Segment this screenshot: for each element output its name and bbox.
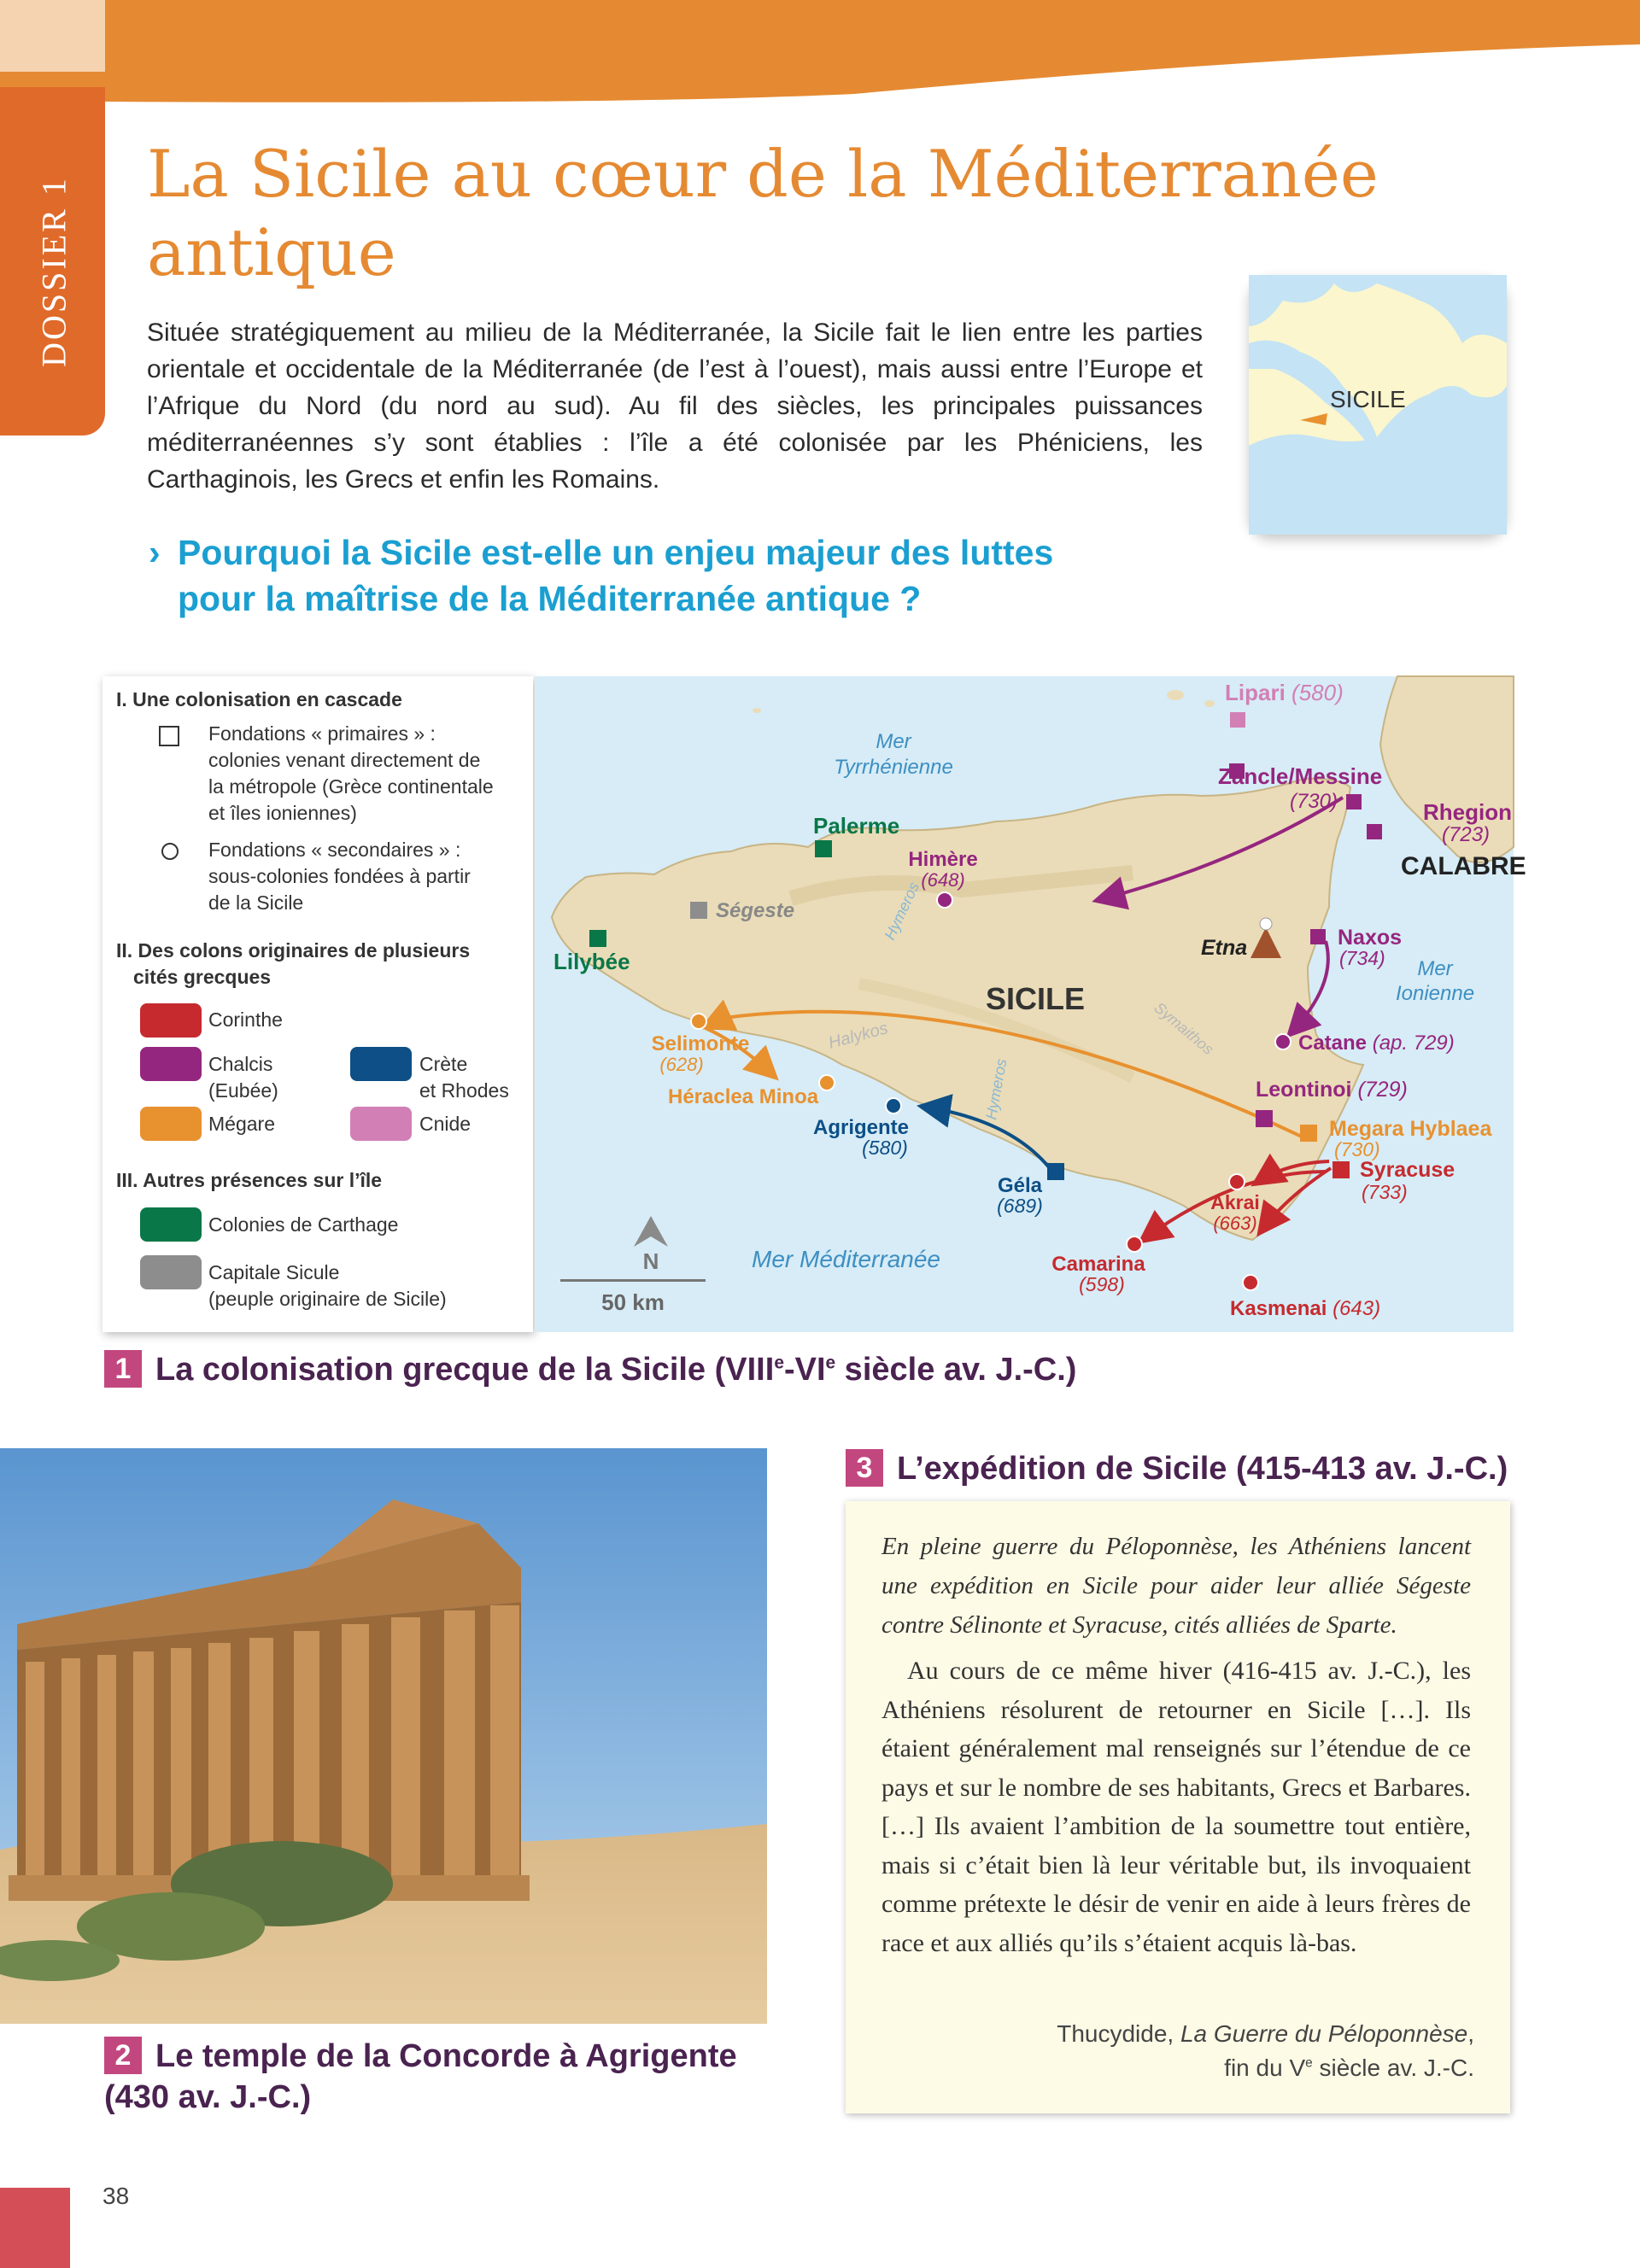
- temple-photo: [0, 1448, 767, 2024]
- label-sea-ionian-2: Ionienne: [1395, 982, 1475, 1005]
- label-lilybee: Lilybée: [554, 949, 630, 974]
- doc-number-badge: 3: [846, 1449, 883, 1487]
- inset-locator-map: [1249, 275, 1507, 535]
- swatch-megare: [140, 1107, 202, 1141]
- legend-text: Mégare: [208, 1113, 275, 1135]
- quote-body: Au cours de ce même hiver (416-415 av. J.-C.), les Athéniens résolurent de retourner en Sicile […]. Ils étaient généralement mal renseignés sur l’étendue de ce pays et sur le nombre de ses habitants, Grecs et Barbares. […] Ils avaient l’ambition de la soumettre tout entière, mais si c’était bien là leur véritable but, ils invoquaient comme prétexte le désir de venir en aide à leurs frères de race et aux alliés qu’ils s’étaient acquis là-bas.: [882, 1657, 1471, 1957]
- legend-text: colonies venant directement de: [208, 749, 481, 771]
- legend-section-heading: I. Une colonisation en cascade: [116, 688, 402, 710]
- label-sea-tyrrhenian-1: Mer: [876, 730, 911, 753]
- label-naxos: Naxos: [1338, 926, 1403, 950]
- label-heraclea: Héraclea Minoa: [668, 1085, 819, 1108]
- label-leontinoi: Leontinoi (729): [1256, 1078, 1408, 1102]
- marker-selimonte: [691, 1014, 706, 1029]
- label-megara: Megara Hyblaea: [1329, 1117, 1492, 1141]
- legend-text: Corinthe: [208, 1008, 283, 1031]
- legend-text: Crète: [419, 1053, 468, 1075]
- page-number: 38: [102, 2183, 130, 2209]
- marker-heraclea: [819, 1075, 835, 1090]
- doc1-caption: [104, 1349, 1385, 1390]
- swatch-crete: [350, 1047, 412, 1081]
- marker-megara: [1300, 1125, 1317, 1142]
- marker-syracuse: [1332, 1161, 1350, 1178]
- marker-naxos: [1310, 929, 1326, 944]
- label-agrigente-date: (580): [862, 1137, 908, 1159]
- egadi-island: [559, 915, 569, 922]
- top-banner: [0, 0, 1640, 104]
- label-sea-tyrrhenian-2: Tyrrhénienne: [834, 756, 953, 779]
- ustica-island: [753, 708, 761, 713]
- swatch-capitale-sicule: [140, 1255, 202, 1289]
- doc2-title-line1: Le temple de la Concorde à Agrigente: [155, 2038, 737, 2074]
- legend-text: Chalcis: [208, 1053, 273, 1075]
- swatch-corinthe: [140, 1003, 202, 1038]
- dossier-label: DOSSIER 1: [34, 176, 73, 367]
- marker-kasmenai: [1243, 1275, 1258, 1290]
- label-gela: Géla: [997, 1174, 1043, 1197]
- legend-section-heading: II. Des colons originaires de plusieurs: [116, 939, 471, 962]
- doc1-title-sup: e: [774, 1353, 784, 1373]
- thucydides-quote-box: [846, 1501, 1510, 2113]
- scale-label: 50 km: [601, 1289, 665, 1315]
- doc1-title-part: siècle av. J.-C.): [835, 1352, 1077, 1388]
- label-camarina: Camarina: [1051, 1253, 1145, 1276]
- label-river: Symaithos: [1151, 998, 1217, 1059]
- marker-catane: [1275, 1034, 1291, 1049]
- label-river: Halykos: [826, 1019, 891, 1053]
- legend-text: (peuple originaire de Sicile): [208, 1288, 447, 1310]
- legend-text: et Rhodes: [419, 1079, 509, 1102]
- label-syracuse: Syracuse: [1360, 1158, 1456, 1182]
- doc-number-badge: 1: [104, 1350, 142, 1388]
- source-date: fin du V: [1224, 2055, 1306, 2081]
- marker-himere: [937, 892, 952, 908]
- page-title-line2: antique: [147, 214, 396, 290]
- label-zancle-date: (730): [1289, 790, 1338, 813]
- label-himere-date: (648): [921, 869, 965, 891]
- marker-gela: [1047, 1163, 1064, 1180]
- label-sea-ionian-1: Mer: [1417, 957, 1453, 980]
- legend-section-heading: cités grecques: [133, 966, 272, 988]
- marker-camarina: [1127, 1236, 1142, 1252]
- label-calabre: CALABRE: [1401, 852, 1526, 880]
- marker-akrai: [1229, 1174, 1245, 1190]
- etna-smoke: [1260, 918, 1272, 930]
- label-rhegion-date: (723): [1442, 823, 1491, 846]
- legend-text: Fondations « secondaires » :: [208, 839, 461, 861]
- marker-lilybee: [589, 930, 606, 947]
- doc-number-badge: 2: [104, 2037, 142, 2074]
- label-naxos-date: (734): [1339, 947, 1385, 969]
- label-segeste: Ségeste: [716, 899, 795, 922]
- marker-palerme: [815, 840, 832, 857]
- page-title-line1: La Sicile au cœur de la Méditerranée: [147, 136, 1379, 212]
- quote-source: [885, 2017, 1474, 2085]
- question-line2: pour la maîtrise de la Méditerranée antique ?: [178, 579, 922, 618]
- doc1-title-sup: e: [825, 1353, 836, 1373]
- aeolian-island: [1167, 690, 1184, 700]
- map-legend: [102, 676, 533, 1332]
- source-author: Thucydide,: [1057, 2020, 1180, 2047]
- label-gela-date: (689): [997, 1195, 1043, 1217]
- marker-segeste: [690, 902, 707, 919]
- label-camarina-date: (598): [1079, 1273, 1125, 1295]
- label-selimonte-date: (628): [659, 1054, 704, 1075]
- legend-section-heading: III. Autres présences sur l’île: [116, 1169, 383, 1191]
- source-punct: ,: [1467, 2020, 1474, 2047]
- doc3-title: L’expédition de Sicile (415-413 av. J.-C.): [897, 1451, 1508, 1487]
- marker-zancle-port: [1346, 794, 1362, 810]
- label-river: Hymeros: [881, 879, 923, 943]
- doc1-title-part: -VI: [783, 1352, 826, 1388]
- label-akrai-date: (663): [1213, 1213, 1257, 1234]
- legend-text: (Eubée): [208, 1079, 278, 1102]
- swatch-cnide: [350, 1107, 412, 1141]
- source-date: siècle av. J.-C.: [1312, 2055, 1474, 2081]
- swatch-chalcis: [140, 1047, 202, 1081]
- label-island: SICILE: [986, 981, 1086, 1016]
- legend-text: sous-colonies fondées à partir: [208, 865, 471, 887]
- label-catane: Catane (ap. 729): [1298, 1032, 1455, 1055]
- legend-text: de la Sicile: [208, 891, 304, 914]
- label-lipari: Lipari (580): [1225, 680, 1344, 705]
- label-kasmenai: Kasmenai (643): [1230, 1297, 1381, 1320]
- label-rhegion: Rhegion: [1423, 799, 1512, 825]
- question-line1: Pourquoi la Sicile est-elle un enjeu majeur des luttes: [178, 533, 1054, 572]
- problematic-question: [149, 529, 1105, 622]
- label-sea-med: Mer Méditerranée: [752, 1246, 940, 1272]
- bottom-corner-decoration: [0, 2188, 70, 2268]
- doc2-caption: [104, 2036, 788, 2118]
- aeolian-island: [1204, 700, 1215, 707]
- doc1-title-part: La colonisation grecque de la Sicile (VIII: [155, 1352, 775, 1388]
- legend-text: Colonies de Carthage: [208, 1213, 399, 1236]
- label-zancle: Zancle/Messine: [1218, 763, 1383, 789]
- legend-text: la métropole (Grèce continentale: [208, 775, 494, 798]
- source-date-sup: e: [1305, 2055, 1313, 2071]
- quote-intro: En pleine guerre du Péloponnèse, les Athéniens lancent une expédition en Sicile pour aider leur alliée Ségeste contre Sélinonte et Syracuse, cités alliées de Sparte.: [882, 1533, 1471, 1639]
- inset-map-label: SICILE: [1330, 386, 1406, 412]
- page-title: [147, 135, 1394, 292]
- doc3-caption: [846, 1448, 1529, 1489]
- legend-text: Cnide: [419, 1113, 472, 1135]
- label-palerme: Palerme: [813, 813, 900, 839]
- label-selimonte: Selimonte: [651, 1032, 750, 1055]
- swatch-carthage: [140, 1207, 202, 1242]
- marker-lipari: [1230, 712, 1245, 728]
- marker-leontinoi: [1256, 1110, 1273, 1127]
- label-river: Hymeros: [982, 1057, 1010, 1121]
- label-himere: Himère: [908, 848, 978, 871]
- scale-bar: [560, 1279, 706, 1282]
- marker-agrigente: [886, 1098, 901, 1114]
- source-work: La Guerre du Péloponnèse: [1180, 2020, 1468, 2047]
- label-etna: Etna: [1201, 936, 1248, 960]
- primary-foundation-square-icon: [159, 726, 179, 746]
- label-akrai: Akrai: [1210, 1191, 1260, 1213]
- legend-text: Capitale Sicule: [208, 1261, 340, 1283]
- label-agrigente: Agrigente: [812, 1116, 910, 1139]
- legend-text: et îles ioniennes): [208, 802, 357, 824]
- chevron-right-icon: ›: [149, 533, 161, 572]
- marker-rhegion: [1367, 824, 1382, 839]
- doc2-title-line2: (430 av. J.-C.): [104, 2079, 312, 2115]
- sicily-colonization-map: [535, 676, 1526, 1332]
- label-megara-date: (730): [1334, 1138, 1380, 1160]
- intro-paragraph: Située stratégiquement au milieu de la Méditerranée, la Sicile fait le lien entre les parties orientale et occidentale de la Méditerranée (de l’est à l’ouest), mais aussi entre l’Europe et l’Afrique du Nord (du nord au sud). Au fil des siècles, les principales puissances méditerranéennes s’y sont établies : l’île a été colonisée par les Phéniciens, les Carthaginois, les Grecs et enfin les Romains.: [147, 319, 1203, 494]
- secondary-foundation-circle-icon: [161, 843, 179, 860]
- top-corner-decoration: [0, 0, 105, 72]
- legend-text: Fondations « primaires » :: [208, 722, 436, 745]
- label-syracuse-date: (733): [1362, 1181, 1408, 1203]
- north-label: N: [642, 1248, 659, 1274]
